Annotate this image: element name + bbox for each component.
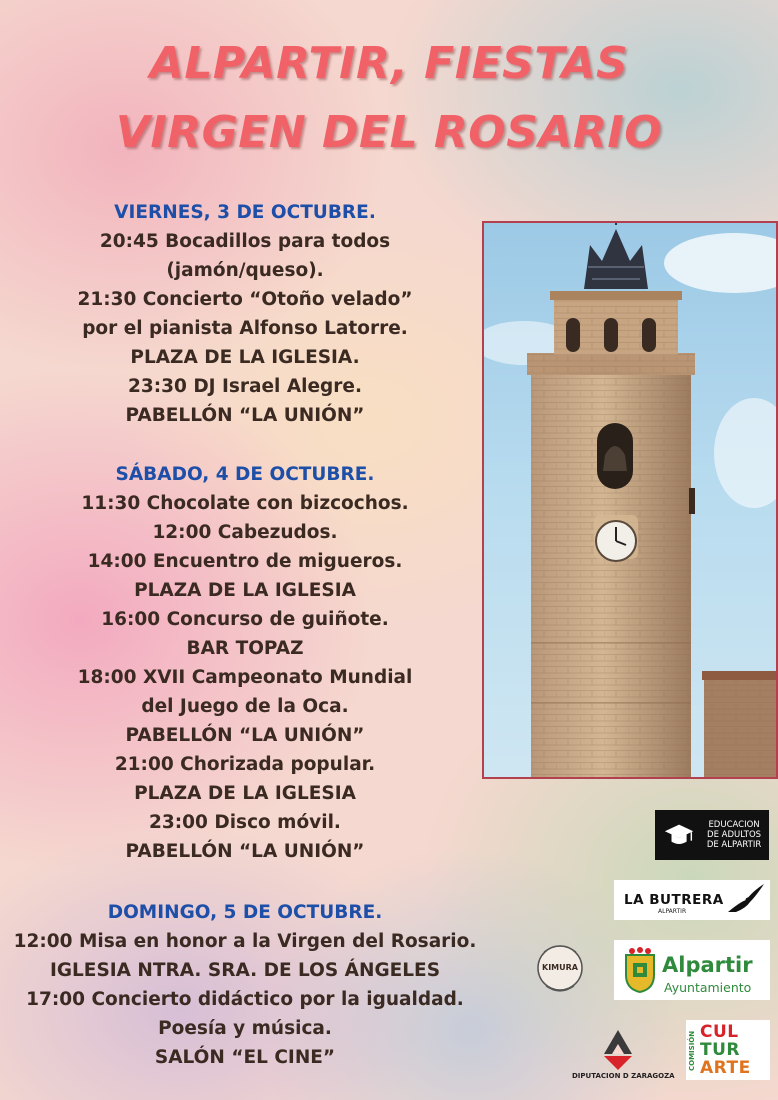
- ayuntamiento-alpartir-logo: [614, 940, 770, 1000]
- poster-title-line-1: ALPARTIR, FIESTAS: [149, 38, 629, 89]
- diputacion-zaragoza-logo: [568, 1028, 678, 1084]
- program-line: 17:00 Concierto didáctico por la igualdad.: [26, 989, 464, 1010]
- program-line: PABELLÓN “LA UNIÓN”: [125, 725, 365, 746]
- program-line: 16:00 Concurso de guiñote.: [101, 609, 389, 630]
- culturarte-word-2: TUR: [700, 1040, 740, 1060]
- day-heading: DOMINGO, 5 DE OCTUBRE.: [107, 902, 383, 923]
- program-line: 23:30 DJ Israel Alegre.: [128, 376, 362, 397]
- program-line: BAR TOPAZ: [186, 638, 304, 659]
- ayuntamiento-sub: Ayuntamiento: [664, 980, 752, 995]
- program-line: 18:00 XVII Campeonato Mundial: [77, 667, 413, 688]
- program-line: 12:00 Cabezudos.: [152, 522, 338, 543]
- comision-culturarte-logo: [686, 1020, 770, 1080]
- educacion-line-3: DE ALPARTIR: [706, 840, 762, 850]
- kimura-text: KIMURA: [542, 963, 578, 972]
- program-line: 21:30 Concierto “Otoño velado”: [77, 289, 413, 310]
- program-line: PLAZA DE LA IGLESIA.: [130, 347, 360, 368]
- day-heading: VIERNES, 3 DE OCTUBRE.: [114, 202, 376, 223]
- program-line: 20:45 Bocadillos para todos: [99, 231, 391, 252]
- la-butrera-logo: [614, 880, 770, 920]
- poster-title-line-2: VIRGEN DEL ROSARIO: [115, 107, 663, 158]
- educacion-line-1: EDUCACION: [708, 820, 760, 830]
- program-line: 14:00 Encuentro de migueros.: [87, 551, 403, 572]
- culturarte-side: COMISIÓN: [688, 1030, 696, 1072]
- program-line: (jamón/queso).: [166, 260, 324, 281]
- educacion-adultos-logo: [655, 810, 769, 860]
- graduation-cap-icon: [663, 820, 695, 850]
- church-tower-photo: [482, 221, 778, 779]
- culturarte-word-3: ARTE: [700, 1058, 751, 1078]
- program-line: SALÓN “EL CINE”: [154, 1047, 336, 1068]
- program-line: 21:00 Chorizada popular.: [114, 754, 376, 775]
- diputacion-text: DIPUTACION D ZARAGOZA: [572, 1072, 675, 1080]
- butrera-sub: ALPARTIR: [658, 908, 687, 915]
- program-line: del Juego de la Oca.: [141, 696, 349, 717]
- program-line: PLAZA DE LA IGLESIA: [134, 783, 356, 804]
- program-line: 23:00 Disco móvil.: [149, 812, 341, 833]
- program-friday: [0, 198, 490, 430]
- coat-of-arms-icon: [622, 947, 658, 993]
- program-line: PABELLÓN “LA UNIÓN”: [125, 841, 365, 862]
- program-line: PLAZA DE LA IGLESIA: [134, 580, 356, 601]
- program-line: PABELLÓN “LA UNIÓN”: [125, 405, 365, 426]
- program-sunday: [0, 898, 490, 1072]
- educacion-line-2: DE ADULTOS: [707, 830, 762, 840]
- triangle-emblem-icon: [568, 1028, 678, 1072]
- program-line: 12:00 Misa en honor a la Virgen del Rosario.: [13, 931, 477, 952]
- ayuntamiento-name: Alpartir: [662, 953, 753, 977]
- kimura-logo: [534, 936, 586, 1000]
- program-line: 11:30 Chocolate con bizcochos.: [81, 493, 409, 514]
- vulture-icon: [726, 882, 766, 918]
- butrera-name: LA BUTRERA: [624, 892, 724, 908]
- day-heading: SÁBADO, 4 DE OCTUBRE.: [115, 464, 375, 485]
- program-line: Poesía y música.: [158, 1018, 332, 1039]
- program-line: por el pianista Alfonso Latorre.: [82, 318, 408, 339]
- program-line: IGLESIA NTRA. SRA. DE LOS ÁNGELES: [49, 960, 441, 981]
- culturarte-word-1: CUL: [700, 1022, 739, 1042]
- program-saturday: [0, 460, 490, 866]
